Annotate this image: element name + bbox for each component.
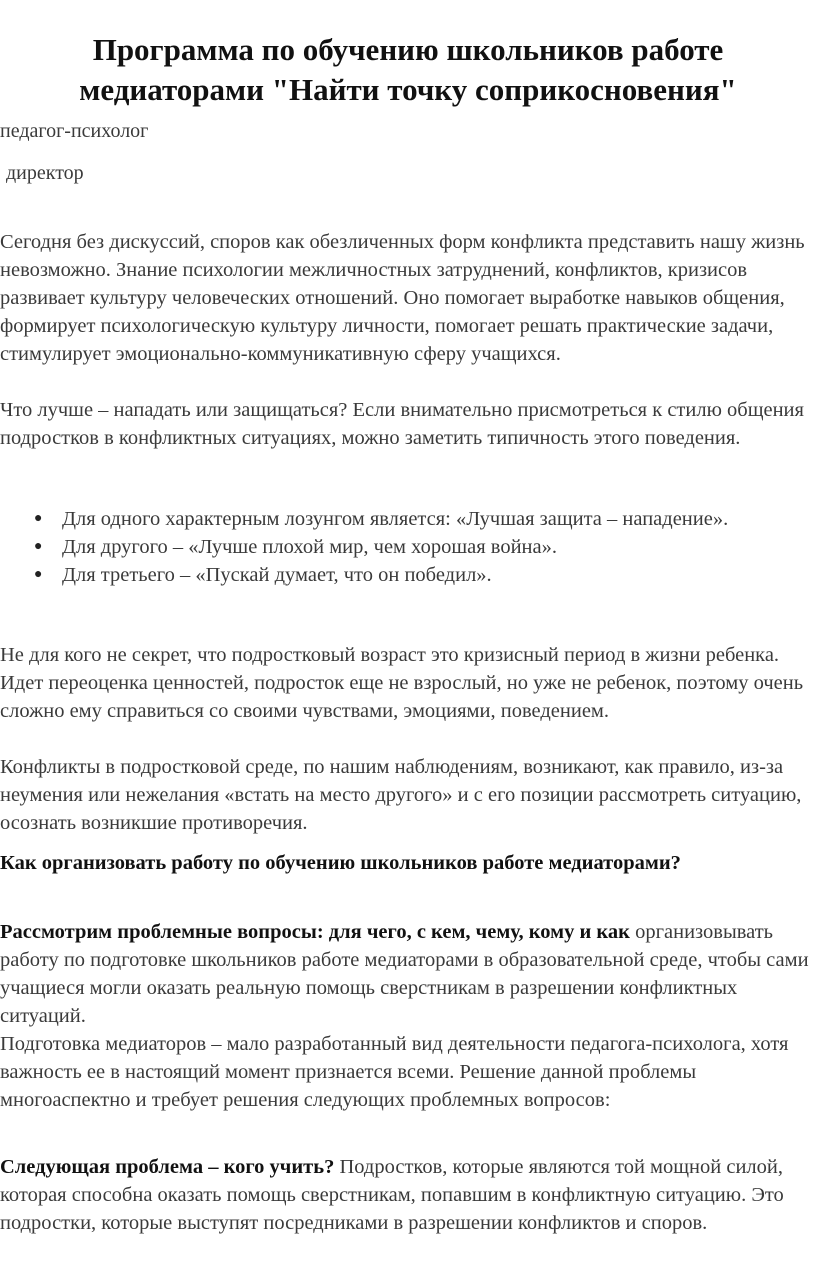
question-paragraph: Что лучше – нападать или защищаться? Если внимательно присмотреться к стилю общения подростков в конфликтных ситуациях, можно заметить типичность этого поведения. bbox=[0, 399, 804, 449]
author-role-director: директор bbox=[6, 162, 84, 184]
list-item-text: Для одного характерным лозунгом является: «Лучшая защита – нападение». bbox=[62, 508, 729, 530]
intro-paragraph: Сегодня без дискуссий, споров как обезличенных форм конфликта представить нашу жизнь невозможно. Знание психологии межличностных затруднений, конфликтов, кризисов развивает культуру человеческих отношений. Оно помогает выработке навыков общения, формирует психологическую культуру личности, помогает решать практические задачи, стимулирует эмоционально-коммуникативную сферу учащихся. bbox=[0, 231, 805, 365]
list-item-text: Для третьего – «Пускай думает, что он победил». bbox=[62, 564, 492, 586]
conflicts-paragraph: Конфликты в подростковой среде, по нашим наблюдениям, возникают, как правило, из-за неумения или нежелания «встать на место другого» и с его позиции рассмотреть ситуацию, осознать возникшие противоречия. bbox=[0, 756, 802, 834]
list-item bbox=[0, 505, 800, 533]
bullet-icon: ● bbox=[34, 539, 43, 554]
bullet-icon: ● bbox=[34, 511, 43, 526]
document-title: Программа по обучению школьников работе медиаторами "Найти точку соприкосновения" bbox=[79, 32, 737, 107]
next-problem-text: Подростков, которые являются той мощной силой, которая способна оказать помощь сверстникам, попавшим в конфликтную ситуацию. Это подростки, которые выступят посредниками в разрешении конфликтов и споров. bbox=[0, 1156, 784, 1234]
author-role-psychologist: педагог-психолог bbox=[0, 120, 149, 142]
next-problem-paragraph bbox=[0, 1153, 816, 1237]
adolescence-paragraph: Не для кого не секрет, что подростковый возраст это кризисный период в жизни ребенка. Идет переоценка ценностей, подросток еще не взрослый, но уже не ребенок, поэтому очень сложно ему справиться со своими чувствами, эмоциями, поведением. bbox=[0, 644, 804, 722]
behavior-bullet-list bbox=[0, 505, 800, 589]
next-problem-lead: Следующая проблема – кого учить? bbox=[0, 1156, 335, 1178]
problem-questions-lead: Рассмотрим проблемные вопросы: для чего, с кем, чему, кому и как bbox=[0, 921, 630, 943]
list-item bbox=[0, 533, 800, 561]
problem-questions-paragraph bbox=[0, 918, 816, 1030]
preparation-paragraph: Подготовка медиаторов – мало разработанный вид деятельности педагога-психолога, хотя важность ее в настоящий момент признается всеми. Решение данной проблемы многоаспектно и требует решения следующих проблемных вопросов: bbox=[0, 1033, 789, 1111]
section-heading: Как организовать работу по обучению школьников работе медиаторами? bbox=[0, 852, 681, 874]
list-item-text: Для другого – «Лучше плохой мир, чем хорошая война». bbox=[62, 536, 558, 558]
bullet-icon: ● bbox=[34, 567, 43, 582]
problem-questions-text: организовывать работу по подготовке школьников работе медиаторами в образовательной среде, чтобы сами учащиеся могли оказать реальную помощь сверстникам в разрешении конфликтных ситуаций. bbox=[0, 921, 809, 1027]
list-item bbox=[0, 561, 800, 589]
